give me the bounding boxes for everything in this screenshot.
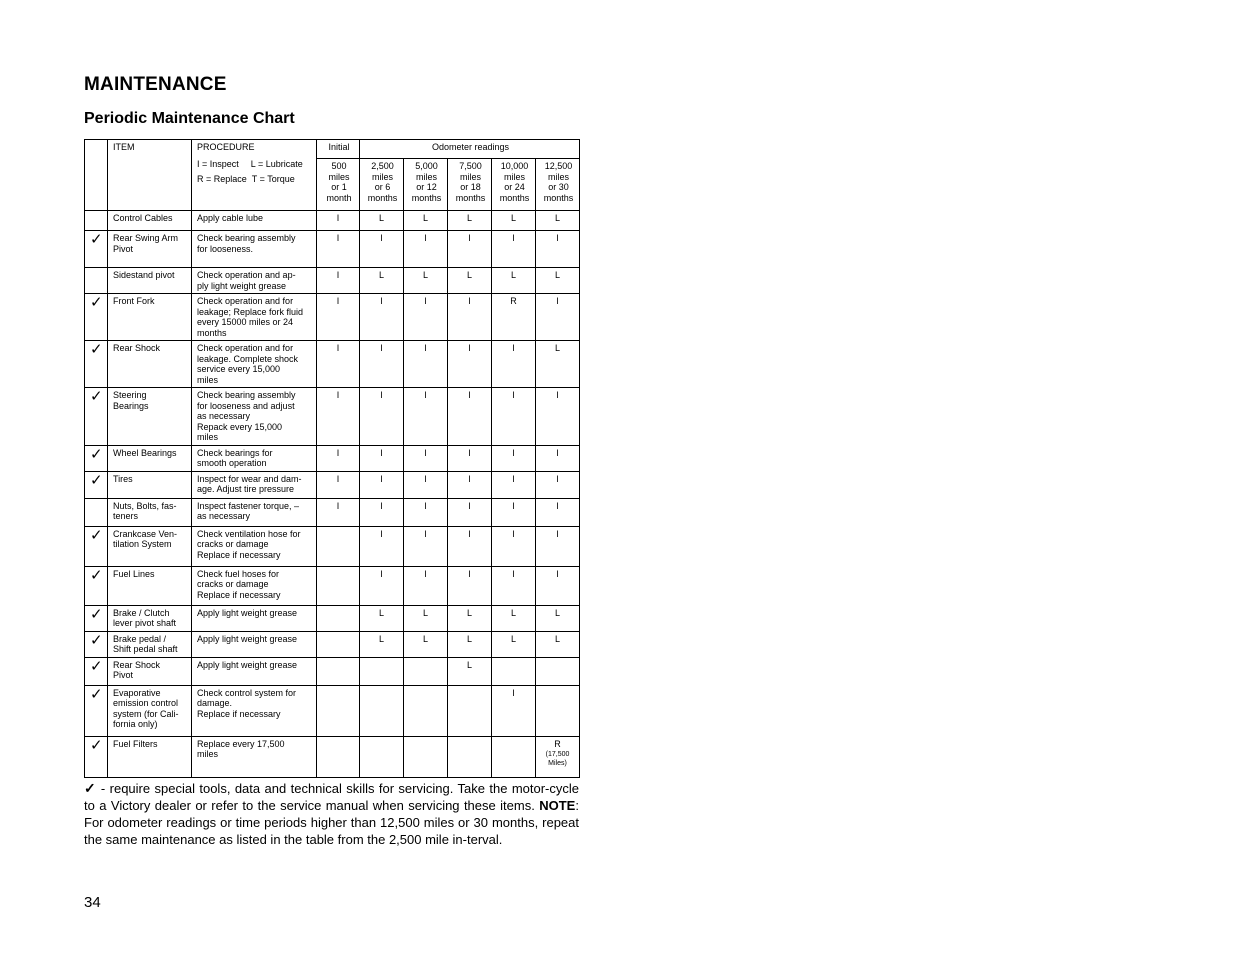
value-text: L — [422, 213, 428, 223]
check-mark-icon: ✓ — [85, 657, 108, 685]
value-text: I — [424, 390, 427, 400]
value-text: L — [510, 633, 516, 644]
procedure-cell: Check bearing assembly for looseness. — [192, 231, 317, 268]
value-cell — [492, 231, 536, 268]
value-text: I — [468, 568, 471, 579]
value-text: I — [336, 270, 340, 280]
value-cell — [536, 294, 580, 341]
value-text: I — [512, 233, 515, 243]
value-cell — [448, 631, 492, 657]
value-cell — [536, 605, 580, 631]
value-cell — [317, 657, 360, 685]
value-text: I — [512, 447, 515, 458]
check-cell — [85, 498, 108, 526]
value-cell — [448, 605, 492, 631]
value-cell — [492, 685, 536, 736]
value-cell — [317, 566, 360, 605]
procedure-cell: Check operation and ap- ply light weight grease — [192, 268, 317, 294]
value-text: L — [466, 633, 472, 644]
value-text: L — [555, 343, 561, 353]
value-text: I — [380, 233, 383, 243]
value-text: I — [380, 473, 383, 484]
procedure-cell: Check control system for damage. Replace if necessary — [192, 685, 317, 736]
value-text: I — [468, 447, 471, 458]
value-cell — [360, 631, 404, 657]
value-cell — [492, 268, 536, 294]
value-cell — [317, 498, 360, 526]
value-cell — [404, 268, 448, 294]
table-row — [85, 341, 580, 388]
value-cell — [492, 211, 536, 231]
value-text: I — [468, 343, 471, 353]
item-cell: Brake pedal / Shift pedal shaft — [108, 631, 192, 657]
value-cell — [404, 498, 448, 526]
value-text: L — [555, 270, 561, 280]
item-cell: Sidestand pivot — [108, 268, 192, 294]
procedure-cell: Inspect fastener torque, – as necessary — [192, 498, 317, 526]
value-cell — [448, 445, 492, 471]
value-cell — [448, 657, 492, 685]
chart-title: Periodic Maintenance Chart — [84, 110, 295, 127]
value-cell — [492, 498, 536, 526]
value-cell — [536, 631, 580, 657]
item-cell: Fuel Filters — [108, 736, 192, 777]
value-cell — [360, 445, 404, 471]
value-cell — [360, 526, 404, 566]
value-text: I — [468, 296, 471, 306]
value-cell — [317, 388, 360, 446]
value-cell — [360, 341, 404, 388]
value-cell — [360, 211, 404, 231]
value-cell — [492, 566, 536, 605]
value-cell — [448, 211, 492, 231]
value-cell — [317, 605, 360, 631]
value-cell — [492, 471, 536, 498]
value-text: I — [556, 296, 559, 306]
item-header: ITEM — [108, 140, 192, 211]
value-text: I — [556, 233, 559, 243]
value-cell — [492, 388, 536, 446]
table-row — [85, 231, 580, 268]
value-cell — [536, 211, 580, 231]
value-cell — [404, 445, 448, 471]
value-text: L — [378, 270, 384, 280]
value-cell — [360, 471, 404, 498]
initial-header: Initial — [317, 140, 360, 159]
check-mark-icon: ✓ — [85, 605, 108, 631]
value-text: L — [510, 213, 516, 223]
table-row — [85, 526, 580, 566]
check-mark-icon: ✓ — [85, 526, 108, 566]
value-cell — [317, 471, 360, 498]
value-cell — [404, 294, 448, 341]
value-text: I — [424, 343, 427, 353]
procedure-cell: Apply light weight grease — [192, 631, 317, 657]
procedure-cell: Inspect for wear and dam- age. Adjust tire pressure — [192, 471, 317, 498]
interval-header: 5,000 miles or 12 months — [404, 159, 448, 211]
value-note: (17,500 Miles) — [545, 751, 570, 767]
value-text: I — [380, 296, 383, 306]
check-mark-icon: ✓ — [85, 341, 108, 388]
procedure-cell: Check operation and for leakage. Complete shock service every 15,000 miles — [192, 341, 317, 388]
item-cell: Rear Shock Pivot — [108, 657, 192, 685]
value-cell — [536, 268, 580, 294]
value-text: L — [378, 213, 384, 223]
table-row — [85, 736, 580, 777]
value-text: L — [466, 659, 472, 670]
item-cell: Steering Bearings — [108, 388, 192, 446]
value-cell — [404, 685, 448, 736]
value-text: L — [422, 607, 428, 618]
value-cell — [404, 566, 448, 605]
procedure-cell: Check bearing assembly for looseness and adjust as necessary Repack every 15,000 miles — [192, 388, 317, 446]
check-mark-icon: ✓ — [85, 736, 108, 777]
item-cell: Tires — [108, 471, 192, 498]
value-cell — [317, 736, 360, 777]
value-text: I — [336, 233, 340, 243]
value-text: R — [554, 738, 561, 749]
value-text: I — [512, 343, 515, 353]
value-cell — [360, 294, 404, 341]
value-cell — [360, 657, 404, 685]
value-cell — [317, 294, 360, 341]
value-cell — [360, 388, 404, 446]
value-cell — [360, 685, 404, 736]
value-cell — [448, 498, 492, 526]
value-cell — [448, 685, 492, 736]
value-cell — [536, 566, 580, 605]
procedure-header — [192, 140, 317, 211]
table-body — [85, 211, 580, 778]
check-mark-icon: ✓ — [85, 388, 108, 446]
value-text: I — [468, 473, 471, 484]
value-text: I — [424, 528, 427, 539]
check-mark-icon: ✓ — [85, 445, 108, 471]
interval-header: 7,500 miles or 18 months — [448, 159, 492, 211]
value-cell — [317, 526, 360, 566]
page-number: 34 — [84, 894, 101, 911]
value-cell — [448, 294, 492, 341]
value-text: L — [510, 607, 516, 618]
value-cell — [492, 526, 536, 566]
procedure-label: PROCEDURE — [197, 142, 255, 152]
value-text: I — [424, 500, 427, 511]
value-cell — [317, 685, 360, 736]
check-mark-icon: ✓ — [85, 566, 108, 605]
value-cell — [448, 231, 492, 268]
value-cell — [536, 685, 580, 736]
item-cell: Crankcase Ven- tilation System — [108, 526, 192, 566]
value-text: I — [468, 528, 471, 539]
value-cell — [492, 445, 536, 471]
value-cell — [492, 341, 536, 388]
note-text: : For odometer readings or time periods higher than 12,500 miles or 30 months, repeat the same maintenance as listed in the table from the 2,500 mile in-terval. — [84, 798, 579, 847]
value-cell — [360, 736, 404, 777]
value-cell — [404, 605, 448, 631]
value-cell — [536, 657, 580, 685]
value-cell — [492, 736, 536, 777]
procedure-cell: Apply cable lube — [192, 211, 317, 231]
procedure-cell: Replace every 17,500 miles — [192, 736, 317, 777]
value-cell — [492, 631, 536, 657]
value-cell — [404, 657, 448, 685]
item-cell: Control Cables — [108, 211, 192, 231]
value-cell — [404, 526, 448, 566]
value-text: I — [556, 473, 559, 484]
interval-header: 2,500 miles or 6 months — [360, 159, 404, 211]
value-cell — [448, 268, 492, 294]
value-text: L — [555, 213, 561, 223]
item-cell: Fuel Lines — [108, 566, 192, 605]
procedure-cell: Check fuel hoses for cracks or damage Replace if necessary — [192, 566, 317, 605]
value-cell — [492, 294, 536, 341]
table-row — [85, 498, 580, 526]
value-text: I — [556, 568, 559, 579]
table-row — [85, 268, 580, 294]
table-row — [85, 294, 580, 341]
procedure-cell: Check ventilation hose for cracks or damage Replace if necessary — [192, 526, 317, 566]
value-text: I — [468, 500, 471, 511]
legend-replace-torque: R = Replace T = Torque — [197, 174, 295, 184]
value-cell — [360, 566, 404, 605]
value-text: L — [466, 213, 472, 223]
value-cell — [536, 526, 580, 566]
value-text: L — [510, 270, 516, 280]
value-text: L — [466, 270, 472, 280]
odometer-header: Odometer readings — [360, 140, 580, 159]
value-text: R — [510, 296, 517, 306]
legend-inspect-lubricate: I = Inspect L = Lubricate — [197, 158, 303, 169]
value-cell — [317, 231, 360, 268]
footnote-text: - require special tools, data and technical skills for servicing. Take the motor-cycle to a Victory dealer or refer to the service manual when servicing these items. — [84, 781, 579, 813]
check-header-cell — [85, 140, 108, 211]
value-cell — [404, 631, 448, 657]
value-text: I — [380, 568, 383, 579]
table-row — [85, 685, 580, 736]
value-cell — [404, 736, 448, 777]
item-cell: Nuts, Bolts, fas- teners — [108, 498, 192, 526]
item-cell: Rear Shock — [108, 341, 192, 388]
table-row — [85, 445, 580, 471]
value-cell — [360, 231, 404, 268]
table-row — [85, 657, 580, 685]
value-cell — [536, 471, 580, 498]
item-cell: Evaporative emission control system (for Cali- fornia only) — [108, 685, 192, 736]
interval-header: 500 miles or 1 month — [317, 159, 360, 211]
value-text: I — [424, 296, 427, 306]
value-cell — [536, 341, 580, 388]
value-cell — [448, 341, 492, 388]
item-cell: Brake / Clutch lever pivot shaft — [108, 605, 192, 631]
table-row — [85, 388, 580, 446]
value-cell — [404, 471, 448, 498]
table-row — [85, 631, 580, 657]
value-cell — [492, 657, 536, 685]
value-text: I — [468, 390, 471, 400]
value-cell — [360, 498, 404, 526]
value-text: I — [380, 528, 383, 539]
value-cell — [448, 388, 492, 446]
check-mark-icon: ✓ — [85, 471, 108, 498]
value-cell — [536, 736, 580, 777]
value-cell — [317, 211, 360, 231]
table-row — [85, 605, 580, 631]
value-cell — [317, 445, 360, 471]
value-text: L — [378, 607, 384, 618]
value-text: I — [336, 343, 340, 353]
table-row — [85, 566, 580, 605]
value-text: I — [556, 447, 559, 458]
value-text: I — [380, 390, 383, 400]
value-text: L — [555, 607, 561, 618]
value-cell — [536, 388, 580, 446]
value-cell — [404, 388, 448, 446]
value-cell — [448, 566, 492, 605]
value-text: I — [380, 500, 383, 511]
value-text: I — [556, 528, 559, 539]
table-row — [85, 211, 580, 231]
procedure-cell: Check operation and for leakage; Replace fork fluid every 15000 miles or 24 months — [192, 294, 317, 341]
value-cell — [448, 526, 492, 566]
value-text: L — [422, 270, 428, 280]
check-cell — [85, 268, 108, 294]
value-text: I — [336, 213, 340, 223]
value-text: I — [424, 473, 427, 484]
value-text: I — [380, 343, 383, 353]
value-text: I — [424, 447, 427, 458]
value-cell — [360, 268, 404, 294]
value-text: I — [512, 473, 515, 484]
value-cell — [536, 231, 580, 268]
procedure-cell: Apply light weight grease — [192, 605, 317, 631]
value-text: L — [466, 607, 472, 618]
value-text: L — [378, 633, 384, 644]
value-text: I — [380, 447, 383, 458]
value-cell — [317, 631, 360, 657]
item-cell: Rear Swing Arm Pivot — [108, 231, 192, 268]
section-title: MAINTENANCE — [84, 74, 227, 95]
check-mark-icon: ✓ — [85, 294, 108, 341]
note-label: NOTE — [539, 798, 576, 813]
check-mark-icon: ✓ — [85, 231, 108, 268]
value-text: I — [336, 296, 340, 306]
value-text: I — [424, 233, 427, 243]
value-text: I — [512, 500, 515, 511]
value-text: L — [422, 633, 428, 644]
value-text: I — [512, 568, 515, 579]
value-text: I — [468, 233, 471, 243]
item-cell: Wheel Bearings — [108, 445, 192, 471]
value-text: I — [336, 500, 340, 511]
value-cell — [536, 445, 580, 471]
value-text: I — [556, 500, 559, 511]
value-cell — [404, 341, 448, 388]
procedure-cell: Apply light weight grease — [192, 657, 317, 685]
check-mark-icon: ✓ — [85, 631, 108, 657]
value-text: I — [512, 687, 515, 698]
value-text: I — [336, 447, 340, 458]
value-text: I — [512, 528, 515, 539]
value-text: I — [556, 390, 559, 400]
value-cell — [492, 605, 536, 631]
value-text: L — [555, 633, 561, 644]
check-cell — [85, 211, 108, 231]
value-cell — [536, 498, 580, 526]
value-text: I — [512, 390, 515, 400]
check-mark-icon: ✓ — [85, 685, 108, 736]
value-cell — [448, 471, 492, 498]
value-cell — [404, 211, 448, 231]
value-text: I — [424, 568, 427, 579]
value-text: I — [336, 390, 340, 400]
check-mark-icon: ✓ — [84, 780, 97, 796]
interval-header: 12,500 miles or 30 months — [536, 159, 580, 211]
maintenance-table — [84, 139, 580, 778]
footnote — [84, 780, 579, 848]
procedure-cell: Check bearings for smooth operation — [192, 445, 317, 471]
table-row — [85, 471, 580, 498]
value-cell — [360, 605, 404, 631]
value-cell — [404, 231, 448, 268]
value-text: I — [336, 473, 340, 484]
item-cell: Front Fork — [108, 294, 192, 341]
value-cell — [317, 268, 360, 294]
interval-header: 10,000 miles or 24 months — [492, 159, 536, 211]
value-cell — [448, 736, 492, 777]
value-cell — [317, 341, 360, 388]
